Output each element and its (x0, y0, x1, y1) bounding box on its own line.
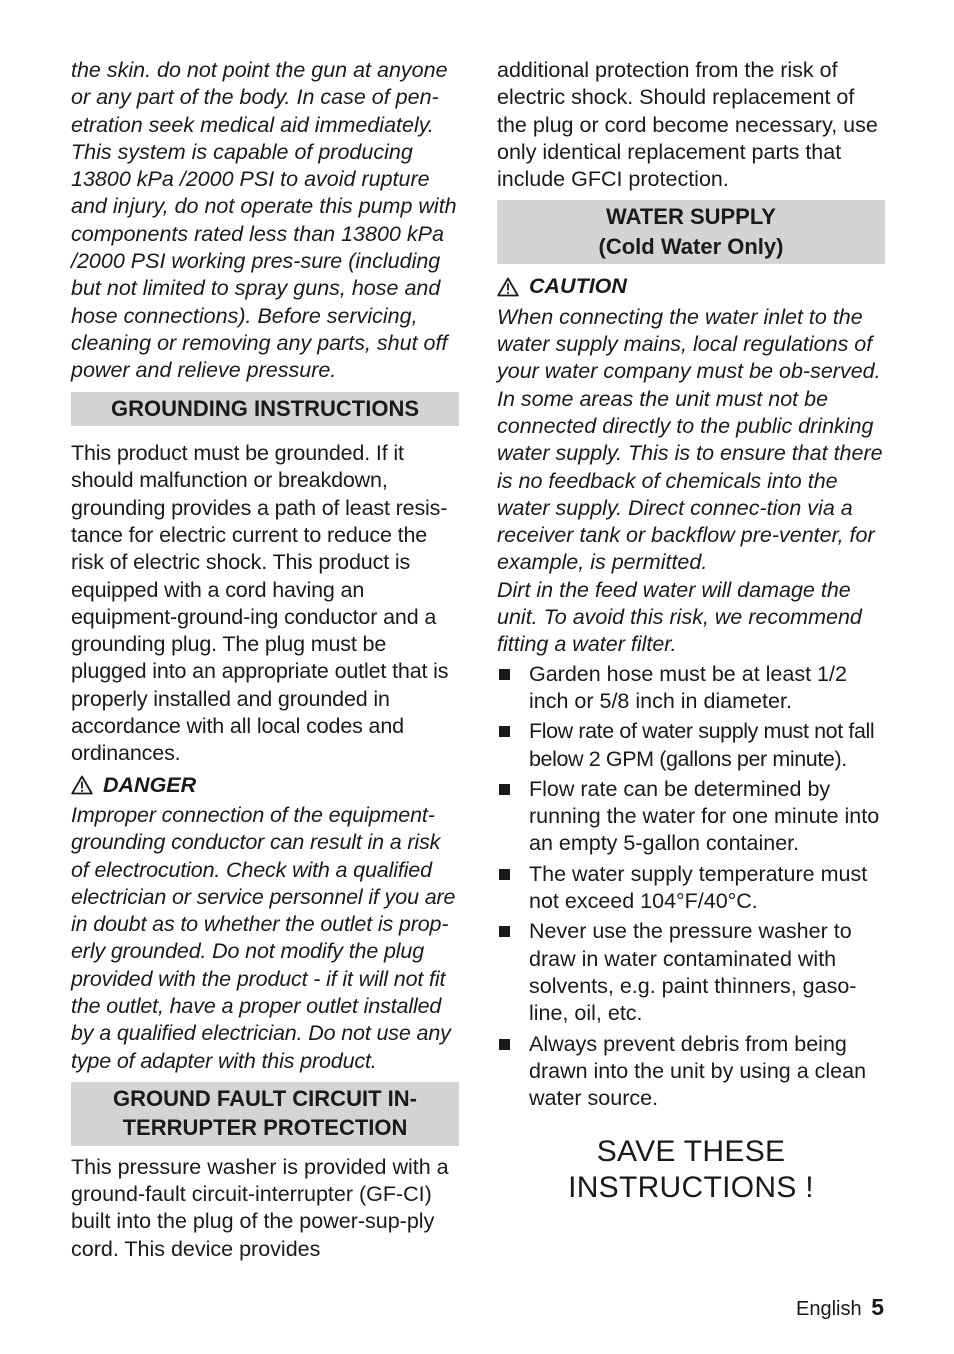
left-column (71, 57, 459, 1263)
list-item-text: Flow rate of water supply must not fall below 2 GPM (gallons per minute). (529, 719, 875, 771)
save-notice-line: SAVE THESE (596, 1135, 786, 1169)
page-number: 5 (871, 1294, 884, 1320)
list-item (497, 861, 885, 916)
danger-label-text: DANGER (103, 772, 197, 797)
heading-line: TERRUPTER PROTECTION (122, 1115, 408, 1141)
list-item (497, 661, 885, 716)
list-item-text: The water supply temperature must not exceed 104°F/40°C. (529, 861, 868, 914)
grounding-instructions-heading (71, 392, 459, 427)
caution-label-text: CAUTION (529, 274, 627, 299)
list-item-text: Never use the pressure washer to draw in water contaminated with solvents, e.g. paint thinners, gaso-line, oil, etc. (529, 919, 857, 1026)
grounding-instructions-text: This product must be grounded. If it should malfunction or breakdown, grounding provides a path of least resis-tance for electric current to reduce the risk of electric shock. This product is equipped with a cord having an equipment-ground-ing conductor and a grounding plug. The plug must be plugged into an appropriate outlet that is properly installed and grounded in accordance with all local codes and ordinances. (71, 441, 449, 766)
bullet-square-icon (499, 1039, 510, 1050)
gfci-protection-heading (71, 1082, 459, 1146)
page-footer (796, 1294, 884, 1321)
save-instructions-notice (497, 1134, 885, 1206)
caution-label (497, 273, 885, 300)
save-notice-line: INSTRUCTIONS ! (568, 1171, 814, 1205)
list-item (497, 918, 885, 1027)
list-item (497, 776, 885, 858)
gfci-protection-text-continued: additional protection from the risk of electric shock. Should replacement of the plug or cord become necessary, use only identical replacement parts that include GFCI protection. (497, 58, 878, 192)
water-supply-requirements-list (497, 661, 885, 1113)
bullet-square-icon (499, 669, 510, 680)
danger-text: Improper connection of the equipment-grounding conductor can result in a risk of electrocution. Check with a qualified electrician or service personnel if you are in doubt as to whether the outlet is prop-erly grounded. Do not modify the plug provided with the product - if it will not fit the outlet, have a proper outlet installed by a qualified electrician. Do not use any type of adapter with this product. (71, 802, 456, 1073)
bullet-square-icon (499, 926, 510, 937)
water-supply-heading (497, 200, 885, 264)
list-item (497, 1031, 885, 1113)
list-item-text: Garden hose must be at least 1/2 inch or 5/8 inch in diameter. (529, 661, 847, 713)
caution-text: When connecting the water inlet to the water supply mains, local regulations of your water company must be ob-served. In some areas the unit must not be connected directly to the public drinking water supply. This is to ensure that there is no feedback of chemicals into the water supply. Direct connec-tion via a receiver tank or backflow pre-venter, for example, is permitted. (497, 304, 883, 575)
heading-line: GROUND FAULT CIRCUIT IN- (113, 1085, 417, 1111)
gfci-protection-text: This pressure washer is provided with a ground-fault circuit-interrupter (GF-CI) built into the plug of the power-sup-ply cord. This device provides (71, 1154, 449, 1261)
list-item-text: Always prevent debris from being drawn into the unit by using a clean water source. (529, 1031, 867, 1111)
language-label: English (796, 1298, 862, 1320)
caution-text-filter: Dirt in the feed water will damage the unit. To avoid this risk, we recommend fitting a water filter. (497, 577, 862, 657)
heading-line: (Cold Water Only) (598, 233, 784, 259)
list-item-text: Flow rate can be determined by running the water for one minute into an empty 5-gallon container. (529, 776, 880, 856)
right-column (497, 57, 885, 1206)
warning-triangle-icon (71, 775, 93, 795)
bullet-square-icon (499, 726, 510, 737)
safety-warning-text: the skin. do not point the gun at anyone or any part of the body. In case of pen-etration seek medical aid immediately. This system is capable of producing 13800 kPa /2000 PSI to avoid rupture and injury, do not operate this pump with components rated less than 13800 kPa /2000 PSI working pres-sure (including but not limited to spray guns, hose and hose connections). Before servicing, cleaning or removing any parts, shut off power and relieve pressure. (71, 58, 457, 383)
bullet-square-icon (499, 869, 510, 880)
danger-label (71, 772, 459, 799)
heading-line: WATER SUPPLY (606, 204, 776, 230)
bullet-square-icon (499, 784, 510, 795)
heading-label: GROUNDING INSTRUCTIONS (111, 395, 419, 421)
warning-triangle-icon (497, 277, 519, 297)
list-item (497, 718, 885, 773)
